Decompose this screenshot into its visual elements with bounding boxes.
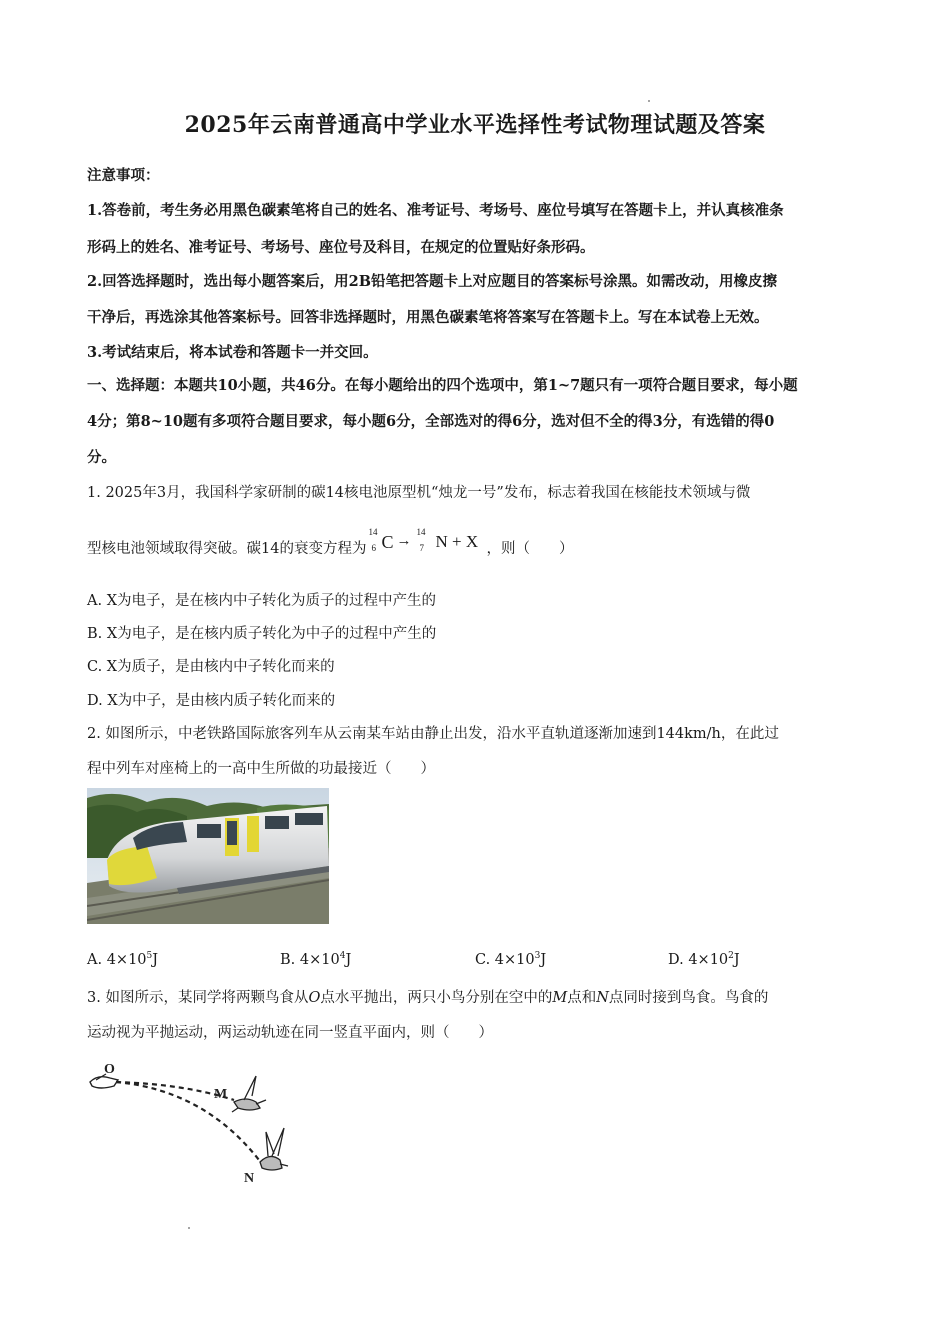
q1-option-b: B. X为电子，是在核内质子转化为中子的过程中产生的	[87, 626, 437, 642]
q1-stem-pre: 型核电池领域取得突破。碳14的衰变方程为	[87, 541, 367, 557]
note-2-line-2: 干净后，再选涂其他答案标号。回答非选择题时，用黑色碳素笔将答案写在答题卡上。写在本试卷上无效。	[87, 309, 769, 326]
q2-option-d	[668, 951, 740, 968]
q3-stem-line-1	[87, 986, 867, 1007]
scan-speck	[188, 1227, 190, 1229]
q3-stem-pre: 3. 如图所示，某同学将两颗鸟食从	[87, 990, 309, 1006]
bird-m-icon	[232, 1076, 266, 1112]
q2-option-a-base: A. 4×10	[87, 952, 147, 968]
note-3: 3.考试结束后，将本试卷和答题卡一并交回。	[87, 344, 378, 361]
scan-speck	[648, 100, 650, 102]
notes-heading: 注意事项：	[87, 167, 160, 184]
nitrogen-charge-number: 7	[419, 543, 424, 553]
projectile-figure	[84, 1060, 294, 1190]
q2-stem-line-2: 程中列车对座椅上的一高中生所做的功最接近（ ）	[87, 761, 435, 777]
page-title: 2025年云南普通高中学业水平选择性考试物理试题及答案	[184, 112, 766, 138]
q2-option-b-unit: J	[345, 952, 352, 968]
q2-stem-line-1: 2. 如图所示，中老铁路国际旅客列车从云南某车站由静止出发，沿水平直轨道逐渐加速到144km/h，在此过	[87, 726, 779, 742]
q2-option-c-base: C. 4×10	[475, 952, 535, 968]
note-1-line-2: 形码上的姓名、准考证号、考场号、座位号及科目，在规定的位置贴好条形码。	[87, 239, 595, 256]
q3-stem-mid-1: 点水平抛出，两只小鸟分别在空中的	[320, 990, 553, 1006]
section-1-line-2: 4分；第8~10题有多项符合题目要求，每小题6分，全部选对的得6分，选对但不全的得3分，有选错的得0	[87, 413, 775, 430]
point-n-label: N	[596, 990, 609, 1006]
q1-stem-line-2	[87, 527, 867, 559]
q2-option-b-base: B. 4×10	[280, 952, 340, 968]
q2-option-a	[87, 951, 158, 968]
bird-n-icon	[260, 1128, 288, 1170]
point-m-label: M	[552, 990, 568, 1006]
train-photo	[87, 788, 329, 924]
q2-option-b-exponent: 4	[339, 951, 346, 961]
q3-stem-post: 点同时接到鸟食。鸟食的	[608, 990, 769, 1006]
q2-option-c	[475, 951, 546, 968]
q2-option-c-unit: J	[540, 952, 547, 968]
trajectory-to-n	[116, 1082, 259, 1160]
q1-option-c: C. X为质子，是由核内中子转化而来的	[87, 659, 335, 675]
figure-label-o: O	[104, 1062, 115, 1077]
q2-option-d-unit: J	[733, 952, 740, 968]
section-1-line-3: 分。	[87, 449, 116, 466]
q1-option-a: A. X为电子，是在核内中子转化为质子的过程中产生的	[87, 593, 437, 609]
q1-stem-line-1: 1. 2025年3月，我国科学家研制的碳14核电池原型机“烛龙一号”发布，标志着我国在核能技术领域与微	[87, 485, 751, 501]
q2-option-b	[280, 951, 351, 968]
figure-label-m: M	[214, 1087, 228, 1102]
q3-stem-mid-2: 点和	[567, 990, 597, 1006]
nitrogen-mass-number: 14	[416, 527, 426, 537]
note-1-line-1: 1.答卷前，考生务必用黑色碳素笔将自己的姓名、准考证号、考场号、座位号填写在答题卡上，并认真核准条	[87, 202, 784, 219]
q3-stem-line-2: 运动视为平抛运动，两运动轨迹在同一竖直平面内，则（ ）	[87, 1025, 493, 1041]
nitrogen-plus-x: N + X	[435, 532, 479, 551]
q2-option-d-exponent: 2	[728, 951, 734, 961]
q2-option-d-base: D. 4×10	[668, 952, 729, 968]
section-1-line-1: 一、选择题：本题共10小题，共46分。在每小题给出的四个选项中，第1~7题只有一项符合题目要求，每小题	[87, 377, 798, 394]
point-o-label: O	[308, 990, 321, 1006]
carbon-symbol: C	[381, 532, 394, 552]
carbon-charge-number: 6	[371, 543, 376, 553]
note-2-line-1: 2.回答选择题时，选出每小题答案后，用2B铅笔把答题卡上对应题目的答案标号涂黑。如需改动，用橡皮擦	[87, 273, 777, 290]
q2-option-a-exponent: 5	[146, 951, 153, 961]
q2-option-c-exponent: 3	[534, 951, 541, 961]
q2-option-a-unit: J	[152, 952, 159, 968]
arrow: →	[396, 533, 412, 549]
carbon-mass-number: 14	[368, 527, 378, 537]
q1-option-d: D. X为中子，是由核内质子转化而来的	[87, 693, 336, 709]
figure-label-n: N	[244, 1171, 255, 1186]
hand-icon	[90, 1077, 118, 1088]
decay-equation	[366, 527, 486, 559]
q1-stem-post: ，则（ ）	[486, 541, 574, 557]
